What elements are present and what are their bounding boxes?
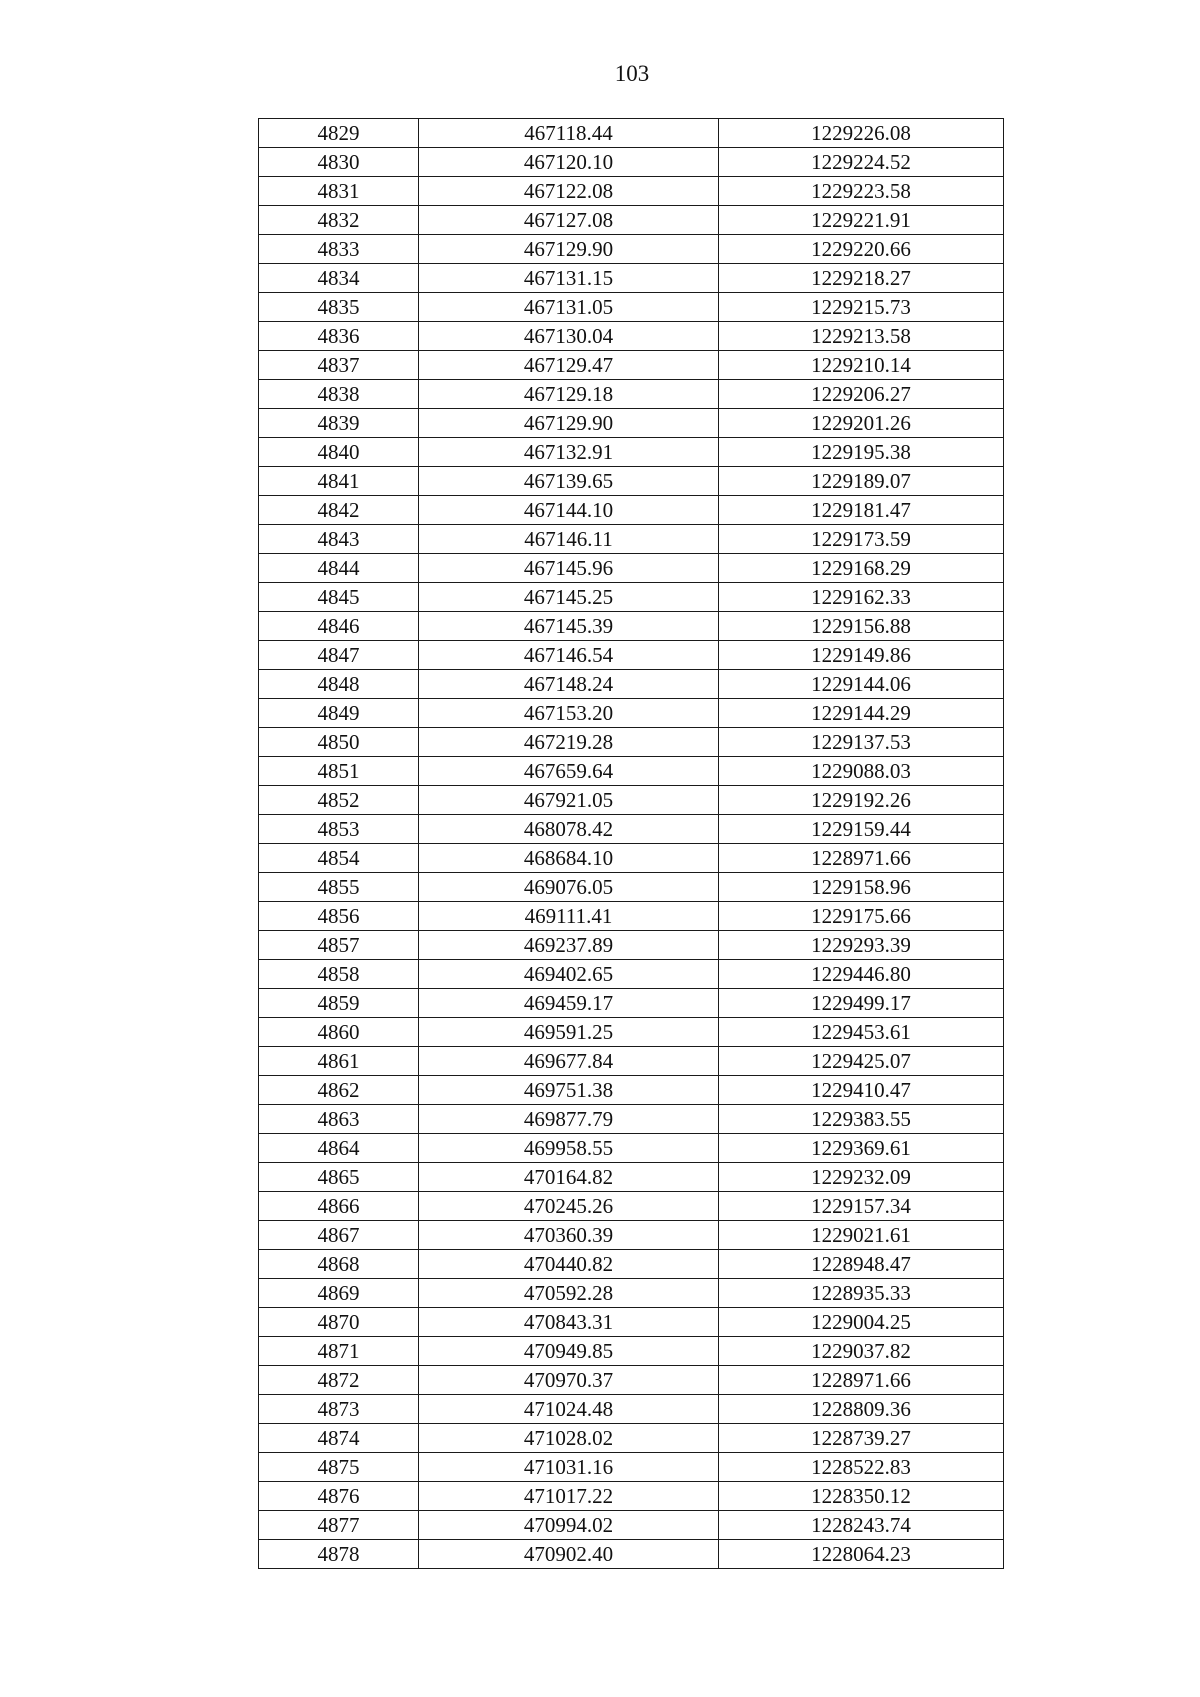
y-coordinate-cell: 1229156.88 bbox=[719, 612, 1004, 641]
table-row bbox=[259, 641, 1004, 670]
table-row bbox=[259, 1163, 1004, 1192]
point-number-cell: 4868 bbox=[259, 1250, 419, 1279]
point-number-cell: 4855 bbox=[259, 873, 419, 902]
table-row bbox=[259, 786, 1004, 815]
point-number-cell: 4853 bbox=[259, 815, 419, 844]
point-number-cell: 4840 bbox=[259, 438, 419, 467]
table-row bbox=[259, 554, 1004, 583]
x-coordinate-cell: 468078.42 bbox=[419, 815, 719, 844]
point-number-cell: 4832 bbox=[259, 206, 419, 235]
x-coordinate-cell: 470843.31 bbox=[419, 1308, 719, 1337]
y-coordinate-cell: 1229168.29 bbox=[719, 554, 1004, 583]
table-row bbox=[259, 525, 1004, 554]
x-coordinate-cell: 469877.79 bbox=[419, 1105, 719, 1134]
x-coordinate-cell: 470245.26 bbox=[419, 1192, 719, 1221]
x-coordinate-cell: 467127.08 bbox=[419, 206, 719, 235]
y-coordinate-cell: 1229218.27 bbox=[719, 264, 1004, 293]
y-coordinate-cell: 1229425.07 bbox=[719, 1047, 1004, 1076]
x-coordinate-cell: 467122.08 bbox=[419, 177, 719, 206]
table-row bbox=[259, 1337, 1004, 1366]
y-coordinate-cell: 1229453.61 bbox=[719, 1018, 1004, 1047]
y-coordinate-cell: 1229383.55 bbox=[719, 1105, 1004, 1134]
point-number-cell: 4862 bbox=[259, 1076, 419, 1105]
x-coordinate-cell: 467139.65 bbox=[419, 467, 719, 496]
x-coordinate-cell: 470164.82 bbox=[419, 1163, 719, 1192]
point-number-cell: 4830 bbox=[259, 148, 419, 177]
y-coordinate-cell: 1228243.74 bbox=[719, 1511, 1004, 1540]
x-coordinate-cell: 467148.24 bbox=[419, 670, 719, 699]
x-coordinate-cell: 467129.47 bbox=[419, 351, 719, 380]
y-coordinate-cell: 1229037.82 bbox=[719, 1337, 1004, 1366]
y-coordinate-cell: 1229159.44 bbox=[719, 815, 1004, 844]
table-row bbox=[259, 409, 1004, 438]
point-number-cell: 4834 bbox=[259, 264, 419, 293]
table-row bbox=[259, 496, 1004, 525]
y-coordinate-cell: 1229144.29 bbox=[719, 699, 1004, 728]
table-row bbox=[259, 612, 1004, 641]
point-number-cell: 4837 bbox=[259, 351, 419, 380]
page-number: 103 bbox=[614, 61, 650, 86]
y-coordinate-cell: 1229201.26 bbox=[719, 409, 1004, 438]
x-coordinate-cell: 470994.02 bbox=[419, 1511, 719, 1540]
table-row bbox=[259, 293, 1004, 322]
x-coordinate-cell: 467132.91 bbox=[419, 438, 719, 467]
table-row bbox=[259, 815, 1004, 844]
point-number-cell: 4836 bbox=[259, 322, 419, 351]
y-coordinate-cell: 1229220.66 bbox=[719, 235, 1004, 264]
y-coordinate-cell: 1229162.33 bbox=[719, 583, 1004, 612]
point-number-cell: 4878 bbox=[259, 1540, 419, 1569]
y-coordinate-cell: 1229004.25 bbox=[719, 1308, 1004, 1337]
point-number-cell: 4845 bbox=[259, 583, 419, 612]
y-coordinate-cell: 1228935.33 bbox=[719, 1279, 1004, 1308]
y-coordinate-cell: 1229088.03 bbox=[719, 757, 1004, 786]
table-row bbox=[259, 1279, 1004, 1308]
y-coordinate-cell: 1229224.52 bbox=[719, 148, 1004, 177]
y-coordinate-cell: 1229181.47 bbox=[719, 496, 1004, 525]
coordinates-table bbox=[258, 118, 1004, 1569]
point-number-cell: 4850 bbox=[259, 728, 419, 757]
x-coordinate-cell: 467130.04 bbox=[419, 322, 719, 351]
y-coordinate-cell: 1228971.66 bbox=[719, 1366, 1004, 1395]
x-coordinate-cell: 471031.16 bbox=[419, 1453, 719, 1482]
y-coordinate-cell: 1228971.66 bbox=[719, 844, 1004, 873]
x-coordinate-cell: 467120.10 bbox=[419, 148, 719, 177]
table-row bbox=[259, 206, 1004, 235]
table-row bbox=[259, 1540, 1004, 1569]
point-number-cell: 4875 bbox=[259, 1453, 419, 1482]
x-coordinate-cell: 468684.10 bbox=[419, 844, 719, 873]
point-number-cell: 4851 bbox=[259, 757, 419, 786]
x-coordinate-cell: 470949.85 bbox=[419, 1337, 719, 1366]
x-coordinate-cell: 467146.54 bbox=[419, 641, 719, 670]
y-coordinate-cell: 1229293.39 bbox=[719, 931, 1004, 960]
table-row bbox=[259, 1308, 1004, 1337]
point-number-cell: 4871 bbox=[259, 1337, 419, 1366]
y-coordinate-cell: 1229173.59 bbox=[719, 525, 1004, 554]
table-row bbox=[259, 119, 1004, 148]
y-coordinate-cell: 1228064.23 bbox=[719, 1540, 1004, 1569]
y-coordinate-cell: 1229232.09 bbox=[719, 1163, 1004, 1192]
y-coordinate-cell: 1228948.47 bbox=[719, 1250, 1004, 1279]
point-number-cell: 4872 bbox=[259, 1366, 419, 1395]
table-row bbox=[259, 1047, 1004, 1076]
x-coordinate-cell: 467921.05 bbox=[419, 786, 719, 815]
table-row bbox=[259, 467, 1004, 496]
x-coordinate-cell: 467145.96 bbox=[419, 554, 719, 583]
y-coordinate-cell: 1229144.06 bbox=[719, 670, 1004, 699]
y-coordinate-cell: 1229149.86 bbox=[719, 641, 1004, 670]
table-row bbox=[259, 264, 1004, 293]
x-coordinate-cell: 470440.82 bbox=[419, 1250, 719, 1279]
y-coordinate-cell: 1229157.34 bbox=[719, 1192, 1004, 1221]
point-number-cell: 4844 bbox=[259, 554, 419, 583]
table-row bbox=[259, 583, 1004, 612]
x-coordinate-cell: 470902.40 bbox=[419, 1540, 719, 1569]
point-number-cell: 4877 bbox=[259, 1511, 419, 1540]
table-row bbox=[259, 1105, 1004, 1134]
point-number-cell: 4848 bbox=[259, 670, 419, 699]
point-number-cell: 4869 bbox=[259, 1279, 419, 1308]
y-coordinate-cell: 1229213.58 bbox=[719, 322, 1004, 351]
table-row bbox=[259, 728, 1004, 757]
point-number-cell: 4839 bbox=[259, 409, 419, 438]
point-number-cell: 4873 bbox=[259, 1395, 419, 1424]
x-coordinate-cell: 467131.05 bbox=[419, 293, 719, 322]
y-coordinate-cell: 1229499.17 bbox=[719, 989, 1004, 1018]
x-coordinate-cell: 469402.65 bbox=[419, 960, 719, 989]
y-coordinate-cell: 1229215.73 bbox=[719, 293, 1004, 322]
table-row bbox=[259, 844, 1004, 873]
x-coordinate-cell: 469751.38 bbox=[419, 1076, 719, 1105]
x-coordinate-cell: 467131.15 bbox=[419, 264, 719, 293]
table-row bbox=[259, 322, 1004, 351]
point-number-cell: 4856 bbox=[259, 902, 419, 931]
point-number-cell: 4831 bbox=[259, 177, 419, 206]
point-number-cell: 4859 bbox=[259, 989, 419, 1018]
table-row bbox=[259, 757, 1004, 786]
point-number-cell: 4858 bbox=[259, 960, 419, 989]
y-coordinate-cell: 1229206.27 bbox=[719, 380, 1004, 409]
point-number-cell: 4876 bbox=[259, 1482, 419, 1511]
y-coordinate-cell: 1229175.66 bbox=[719, 902, 1004, 931]
table-row bbox=[259, 1395, 1004, 1424]
y-coordinate-cell: 1229021.61 bbox=[719, 1221, 1004, 1250]
point-number-cell: 4842 bbox=[259, 496, 419, 525]
y-coordinate-cell: 1229446.80 bbox=[719, 960, 1004, 989]
table-row bbox=[259, 1453, 1004, 1482]
point-number-cell: 4857 bbox=[259, 931, 419, 960]
x-coordinate-cell: 469237.89 bbox=[419, 931, 719, 960]
point-number-cell: 4838 bbox=[259, 380, 419, 409]
table-row bbox=[259, 1076, 1004, 1105]
y-coordinate-cell: 1228739.27 bbox=[719, 1424, 1004, 1453]
point-number-cell: 4841 bbox=[259, 467, 419, 496]
table-row bbox=[259, 1134, 1004, 1163]
x-coordinate-cell: 470360.39 bbox=[419, 1221, 719, 1250]
x-coordinate-cell: 467219.28 bbox=[419, 728, 719, 757]
x-coordinate-cell: 471024.48 bbox=[419, 1395, 719, 1424]
point-number-cell: 4860 bbox=[259, 1018, 419, 1047]
y-coordinate-cell: 1229223.58 bbox=[719, 177, 1004, 206]
y-coordinate-cell: 1229192.26 bbox=[719, 786, 1004, 815]
point-number-cell: 4867 bbox=[259, 1221, 419, 1250]
y-coordinate-cell: 1229189.07 bbox=[719, 467, 1004, 496]
y-coordinate-cell: 1228522.83 bbox=[719, 1453, 1004, 1482]
table-row bbox=[259, 1424, 1004, 1453]
x-coordinate-cell: 469958.55 bbox=[419, 1134, 719, 1163]
table-row bbox=[259, 699, 1004, 728]
table-row bbox=[259, 148, 1004, 177]
table-row bbox=[259, 931, 1004, 960]
y-coordinate-cell: 1229410.47 bbox=[719, 1076, 1004, 1105]
point-number-cell: 4835 bbox=[259, 293, 419, 322]
x-coordinate-cell: 469111.41 bbox=[419, 902, 719, 931]
x-coordinate-cell: 467118.44 bbox=[419, 119, 719, 148]
point-number-cell: 4861 bbox=[259, 1047, 419, 1076]
table-row bbox=[259, 1482, 1004, 1511]
point-number-cell: 4865 bbox=[259, 1163, 419, 1192]
table-row bbox=[259, 670, 1004, 699]
x-coordinate-cell: 469076.05 bbox=[419, 873, 719, 902]
x-coordinate-cell: 471028.02 bbox=[419, 1424, 719, 1453]
table-row bbox=[259, 1366, 1004, 1395]
table-row bbox=[259, 1018, 1004, 1047]
y-coordinate-cell: 1229158.96 bbox=[719, 873, 1004, 902]
table-row bbox=[259, 351, 1004, 380]
y-coordinate-cell: 1229226.08 bbox=[719, 119, 1004, 148]
y-coordinate-cell: 1229369.61 bbox=[719, 1134, 1004, 1163]
point-number-cell: 4843 bbox=[259, 525, 419, 554]
y-coordinate-cell: 1229221.91 bbox=[719, 206, 1004, 235]
point-number-cell: 4833 bbox=[259, 235, 419, 264]
x-coordinate-cell: 469677.84 bbox=[419, 1047, 719, 1076]
table-row bbox=[259, 235, 1004, 264]
point-number-cell: 4852 bbox=[259, 786, 419, 815]
y-coordinate-cell: 1228350.12 bbox=[719, 1482, 1004, 1511]
x-coordinate-cell: 471017.22 bbox=[419, 1482, 719, 1511]
table-row bbox=[259, 989, 1004, 1018]
point-number-cell: 4829 bbox=[259, 119, 419, 148]
x-coordinate-cell: 469591.25 bbox=[419, 1018, 719, 1047]
y-coordinate-cell: 1229210.14 bbox=[719, 351, 1004, 380]
table-row bbox=[259, 960, 1004, 989]
point-number-cell: 4870 bbox=[259, 1308, 419, 1337]
table-row bbox=[259, 902, 1004, 931]
x-coordinate-cell: 467145.25 bbox=[419, 583, 719, 612]
x-coordinate-cell: 467659.64 bbox=[419, 757, 719, 786]
x-coordinate-cell: 467129.18 bbox=[419, 380, 719, 409]
x-coordinate-cell: 467146.11 bbox=[419, 525, 719, 554]
x-coordinate-cell: 470592.28 bbox=[419, 1279, 719, 1308]
x-coordinate-cell: 467129.90 bbox=[419, 235, 719, 264]
point-number-cell: 4847 bbox=[259, 641, 419, 670]
table-row bbox=[259, 873, 1004, 902]
point-number-cell: 4864 bbox=[259, 1134, 419, 1163]
x-coordinate-cell: 469459.17 bbox=[419, 989, 719, 1018]
y-coordinate-cell: 1229137.53 bbox=[719, 728, 1004, 757]
point-number-cell: 4849 bbox=[259, 699, 419, 728]
table-row bbox=[259, 1192, 1004, 1221]
point-number-cell: 4846 bbox=[259, 612, 419, 641]
table-row bbox=[259, 1221, 1004, 1250]
point-number-cell: 4863 bbox=[259, 1105, 419, 1134]
x-coordinate-cell: 470970.37 bbox=[419, 1366, 719, 1395]
point-number-cell: 4874 bbox=[259, 1424, 419, 1453]
y-coordinate-cell: 1229195.38 bbox=[719, 438, 1004, 467]
x-coordinate-cell: 467145.39 bbox=[419, 612, 719, 641]
point-number-cell: 4866 bbox=[259, 1192, 419, 1221]
x-coordinate-cell: 467153.20 bbox=[419, 699, 719, 728]
x-coordinate-cell: 467129.90 bbox=[419, 409, 719, 438]
table-row bbox=[259, 1511, 1004, 1540]
table-row bbox=[259, 177, 1004, 206]
table-row bbox=[259, 438, 1004, 467]
table-row bbox=[259, 380, 1004, 409]
x-coordinate-cell: 467144.10 bbox=[419, 496, 719, 525]
point-number-cell: 4854 bbox=[259, 844, 419, 873]
y-coordinate-cell: 1228809.36 bbox=[719, 1395, 1004, 1424]
table-row bbox=[259, 1250, 1004, 1279]
table-body bbox=[259, 119, 1004, 1569]
